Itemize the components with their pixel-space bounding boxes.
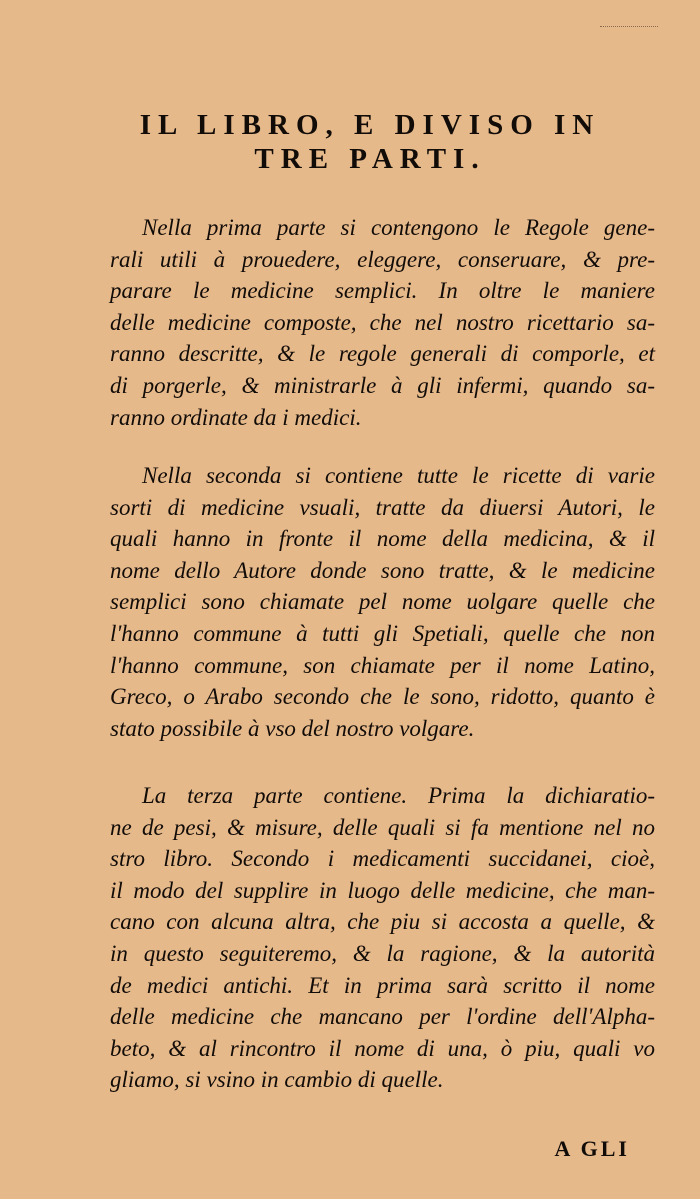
text-line: Greco, o Arabo secondo che le sono, ridotto, quanto è (110, 684, 655, 710)
section-prima-parte (110, 212, 655, 433)
text-line: in questo seguiteremo, & la ragione, & la autorità (110, 940, 655, 966)
text-line: semplici sono chiamate pel nome uolgare quelle che (110, 589, 655, 615)
text-line: gliamo, si vsino in cambio di quelle. (110, 1067, 444, 1093)
text-line: il modo del supplire in luogo delle medicine, che man- (110, 877, 655, 903)
text-line: sorti di medicine vsuali, tratte da diuersi Autori, le (110, 494, 655, 520)
text-line: parare le medicine semplici. In oltre le maniere (110, 278, 655, 304)
text-line: l'hanno commune à tutti gli Spetiali, quelle che non (110, 620, 655, 646)
text-line: ranno ordinate da i medici. (110, 404, 362, 430)
section-seconda-parte (110, 460, 655, 744)
text-line: de medici antichi. Et in prima sarà scritto il nome (110, 972, 655, 998)
heading-line-2: TRE PARTI. (254, 143, 486, 175)
text-line: rali utili à prouedere, eleggere, conseruare, & pre- (110, 246, 655, 272)
text-line: ranno descritte, & le regole generali di comporle, et (110, 341, 655, 367)
text-line: quali hanno in fronte il nome della medicina, & il (110, 526, 655, 552)
text-line: Nella seconda si contiene tutte le ricette di varie (142, 463, 655, 488)
text-line: cano con alcuna altra, che piu si accosta a quelle, & (110, 909, 655, 935)
text-line: La terza parte contiene. Prima la dichiaratio- (142, 783, 655, 808)
text-line: Nella prima parte si contengono le Regole gene- (142, 215, 655, 240)
text-line: delle medicine che mancano per l'ordine dell'Alpha- (110, 1004, 655, 1030)
heading-line-1: IL LIBRO, E DIVISO IN (139, 109, 601, 141)
corner-ink-mark (600, 26, 658, 33)
text-line: l'hanno commune, son chiamate per il nome Latino, (110, 652, 655, 678)
text-line: nome dello Autore donde sono tratte, & le medicine (110, 557, 655, 583)
text-line: di porgerle, & ministrarle à gli infermi, quando sa- (110, 372, 655, 398)
text-line: delle medicine composte, che nel nostro ricettario sa- (110, 309, 655, 335)
text-line: stato possibile à vso del nostro volgare. (110, 715, 475, 741)
section-terza-parte (110, 780, 655, 1096)
text-line: beto, & al rincontro il nome di una, ò piu, quali vo (110, 1035, 655, 1061)
page-heading (60, 108, 680, 176)
text-line: stro libro. Secondo i medicamenti succidanei, cioè, (110, 846, 655, 872)
text-line: ne de pesi, & misure, delle quali si fa mentione nel no (110, 814, 655, 840)
catchword: A GLI (554, 1136, 630, 1161)
